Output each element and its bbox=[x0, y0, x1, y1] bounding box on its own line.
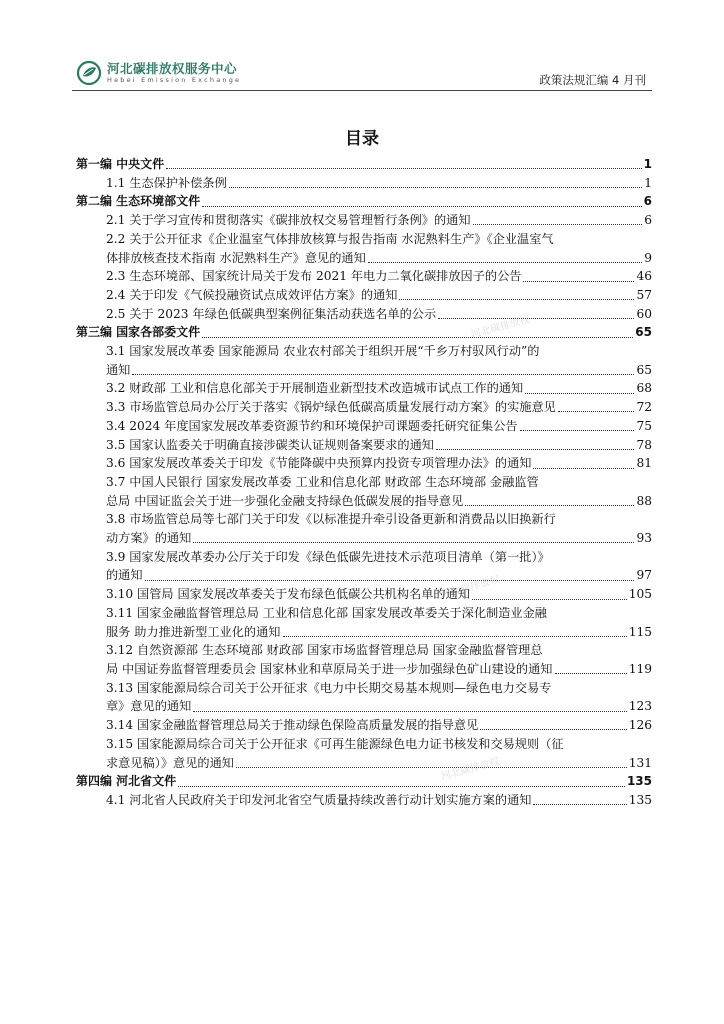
toc-entry-text: 局 中国证券监督管理委员会 国家林业和草原局关于进一步加强绿色矿山建设的通知 bbox=[106, 661, 553, 676]
toc-page-number: 88 bbox=[636, 493, 652, 508]
toc-entry-text: 2.5 关于 2023 年绿色低碳典型案例征集活动获选名单的公示 bbox=[106, 306, 437, 321]
header-divider bbox=[72, 90, 652, 91]
toc-page-number: 126 bbox=[628, 718, 652, 733]
dot-leader bbox=[236, 766, 627, 768]
toc-entry-text: 体排放核查技术指南 水泥熟料生产》意见的通知 bbox=[106, 250, 366, 265]
toc-entry-text: 2.1 关于学习宣传和贯彻落实《碳排放权交易管理暂行条例》的通知 bbox=[106, 213, 471, 228]
toc-entry[interactable] bbox=[76, 436, 652, 455]
toc-entry-text: 3.14 国家金融监督管理总局关于推动绿色保险高质量发展的指导意见 bbox=[106, 718, 479, 733]
dot-leader bbox=[132, 373, 634, 375]
dot-leader bbox=[399, 298, 634, 300]
dot-leader bbox=[523, 280, 634, 282]
dot-leader bbox=[558, 410, 635, 412]
dot-leader bbox=[178, 785, 625, 787]
toc-entry-text: 3.9 国家发展改革委办公厅关于印发《绿色低碳先进技术示范项目清单（第一批）》 bbox=[106, 549, 550, 564]
toc-page-number: 135 bbox=[628, 792, 652, 807]
toc-entry[interactable] bbox=[76, 417, 652, 436]
toc-page-number: 6 bbox=[644, 213, 652, 228]
dot-leader bbox=[202, 336, 633, 338]
dot-leader bbox=[438, 317, 634, 319]
dot-leader bbox=[193, 710, 626, 712]
dot-leader bbox=[465, 504, 634, 506]
toc-section-entry[interactable] bbox=[76, 772, 652, 791]
toc-page-number: 57 bbox=[636, 287, 652, 302]
toc-page-number: 72 bbox=[636, 400, 652, 415]
toc-page-number: 9 bbox=[644, 250, 652, 265]
toc-entry-text: 3.3 市场监管总局办公厅关于落实《锅炉绿色低碳高质量发展行动方案》的实施意见 bbox=[106, 400, 556, 415]
toc-entry[interactable] bbox=[76, 548, 652, 585]
toc-entry-text: 的通知 bbox=[106, 568, 143, 583]
toc-entry-text: 动方案》的通知 bbox=[106, 531, 192, 546]
toc-entry-text: 3.5 国家认监委关于明确直接涉碳类认证规则备案要求的通知 bbox=[106, 437, 434, 452]
toc-entry-text: 1.1 生态保护补偿条例 bbox=[106, 175, 227, 190]
toc-entry-text: 3.2 财政部 工业和信息化部关于开展制造业新型技术改造城市试点工作的通知 bbox=[106, 381, 524, 396]
toc-page-number: 65 bbox=[635, 325, 652, 340]
toc-page-number: 1 bbox=[643, 157, 652, 171]
toc-entry-text: 3.7 中国人民银行 国家发展改革委 工业和信息化部 财政部 生态环境部 金融监管 bbox=[106, 474, 539, 489]
dot-leader bbox=[193, 541, 634, 543]
toc-page-number: 119 bbox=[628, 661, 652, 676]
dot-leader bbox=[166, 167, 641, 169]
toc-page-number: 81 bbox=[636, 456, 652, 471]
toc-entry[interactable] bbox=[76, 305, 652, 324]
dot-leader bbox=[202, 205, 641, 207]
toc-page-number: 1 bbox=[644, 175, 652, 190]
dot-leader bbox=[520, 429, 635, 431]
table-of-contents bbox=[76, 155, 652, 810]
toc-entry[interactable] bbox=[76, 379, 652, 398]
org-logo bbox=[76, 60, 241, 86]
toc-page-number: 97 bbox=[636, 568, 652, 583]
toc-entry-text: 2.2 关于公开征求《企业温室气体排放核算与报告指南 水泥熟料生产》《企业温室气 bbox=[106, 231, 554, 246]
toc-entry[interactable] bbox=[76, 174, 652, 193]
toc-section-entry[interactable] bbox=[76, 323, 652, 342]
dot-leader bbox=[555, 672, 627, 674]
page-header bbox=[0, 0, 724, 92]
toc-entry[interactable] bbox=[76, 641, 652, 678]
toc-page-number: 131 bbox=[628, 755, 652, 770]
toc-entry[interactable] bbox=[76, 679, 652, 716]
toc-entry[interactable] bbox=[76, 735, 652, 772]
toc-entry-text: 4.1 河北省人民政府关于印发河北省空气质量持续改善行动计划实施方案的通知 bbox=[106, 792, 532, 807]
dot-leader bbox=[472, 598, 627, 600]
toc-entry[interactable] bbox=[76, 604, 652, 641]
watermark: 河北碳排放权 bbox=[440, 574, 501, 601]
toc-entry-text: 总局 中国证监会关于进一步强化金融支持绿色低碳发展的指导意见 bbox=[106, 493, 464, 508]
toc-page-number: 123 bbox=[628, 699, 652, 714]
toc-entry[interactable] bbox=[76, 398, 652, 417]
toc-entry[interactable] bbox=[76, 454, 652, 473]
toc-page-number: 46 bbox=[636, 269, 652, 284]
toc-entry-text: 2.3 生态环境部、国家统计局关于发布 2021 年电力二氧化碳排放因子的公告 bbox=[106, 269, 522, 284]
dot-leader bbox=[283, 635, 627, 637]
toc-page-number: 75 bbox=[636, 418, 652, 433]
toc-entry-text: 3.15 国家能源局综合司关于公开征求《可再生能源绿色电力证书核发和交易规则（征 bbox=[106, 736, 564, 751]
toc-entry-text: 3.1 国家发展改革委 国家能源局 农业农村部关于组织开展“千乡万村驭风行动”的 bbox=[106, 344, 540, 359]
toc-entry-text: 服务 助力推进新型工业化的通知 bbox=[106, 624, 281, 639]
toc-entry[interactable] bbox=[76, 473, 652, 510]
dot-leader bbox=[145, 579, 635, 581]
toc-entry-text: 3.10 国管局 国家发展改革委关于发布绿色低碳公共机构名单的通知 bbox=[106, 587, 470, 602]
toc-entry[interactable] bbox=[76, 791, 652, 810]
toc-entry[interactable] bbox=[76, 716, 652, 735]
toc-page-number: 68 bbox=[636, 381, 652, 396]
watermark: 河北碳排放权 bbox=[470, 314, 531, 341]
toc-title: 目录 bbox=[345, 129, 379, 149]
toc-entry[interactable] bbox=[76, 342, 652, 379]
toc-page-number: 105 bbox=[628, 587, 652, 602]
toc-entry[interactable] bbox=[76, 585, 652, 604]
dot-leader bbox=[533, 803, 626, 805]
toc-entry[interactable] bbox=[76, 230, 652, 267]
toc-entry-text: 2.4 关于印发《气候投融资试点成效评估方案》的通知 bbox=[106, 287, 398, 302]
dot-leader bbox=[525, 392, 634, 394]
toc-entry-text: 3.8 市场监管总局等七部门关于印发《以标准提升牵引设备更新和消费品以旧换新行 bbox=[106, 512, 556, 527]
toc-entry-text: 求意见稿）》意见的通知 bbox=[106, 755, 234, 770]
dot-leader bbox=[480, 728, 626, 730]
toc-page-number: 6 bbox=[643, 194, 652, 209]
toc-entry[interactable] bbox=[76, 510, 652, 547]
watermark: 河北碳排放权 bbox=[440, 756, 501, 783]
toc-entry-text: 通知 bbox=[106, 362, 131, 377]
toc-entry-text: 3.11 国家金融监督管理总局 工业和信息化部 国家发展改革委关于深化制造业金融 bbox=[106, 605, 547, 620]
toc-section-entry[interactable] bbox=[76, 155, 652, 174]
toc-page-number: 135 bbox=[626, 774, 652, 789]
toc-entry-text: 3.6 国家发展改革委关于印发《节能降碳中央预算内投资专项管理办法》的通知 bbox=[106, 456, 532, 471]
dot-leader bbox=[368, 261, 642, 263]
toc-entry-text: 章》意见的通知 bbox=[106, 699, 192, 714]
dot-leader bbox=[436, 448, 635, 450]
org-name-en: Hebei Emission Exchange bbox=[107, 75, 242, 84]
toc-section-entry[interactable] bbox=[76, 192, 652, 211]
toc-entry-text: 3.13 国家能源局综合司关于公开征求《电力中长期交易基本规则—绿色电力交易专 bbox=[106, 680, 552, 695]
dot-leader bbox=[473, 223, 643, 225]
org-name-cn: 河北碳排放权服务中心 bbox=[107, 60, 238, 76]
dot-leader bbox=[533, 467, 634, 469]
toc-page-number: 115 bbox=[628, 624, 652, 639]
toc-entry-text: 第二编 生态环境部文件 bbox=[76, 194, 201, 209]
toc-entry-text: 第四编 河北省文件 bbox=[76, 774, 177, 789]
leaf-logo-icon bbox=[76, 60, 102, 86]
toc-entry-text: 3.4 2024 年度国家发展改革委资源节约和环境保护司课题委托研究征集公告 bbox=[106, 418, 518, 433]
toc-entry[interactable] bbox=[76, 286, 652, 305]
toc-entry-text: 第三编 国家各部委文件 bbox=[76, 325, 201, 340]
issue-label: 政策法规汇编 4 月刊 bbox=[539, 73, 646, 87]
toc-page-number: 78 bbox=[636, 437, 652, 452]
toc-entry[interactable] bbox=[76, 211, 652, 230]
toc-page-number: 60 bbox=[636, 306, 652, 321]
toc-page-number: 93 bbox=[636, 531, 652, 546]
toc-entry-text: 第一编 中央文件 bbox=[76, 157, 165, 171]
toc-entry-text: 3.12 自然资源部 生态环境部 财政部 国家市场监督管理总局 国家金融监督管理总 bbox=[106, 643, 543, 658]
toc-page-number: 65 bbox=[636, 362, 652, 377]
toc-entry[interactable] bbox=[76, 267, 652, 286]
dot-leader bbox=[229, 186, 642, 188]
